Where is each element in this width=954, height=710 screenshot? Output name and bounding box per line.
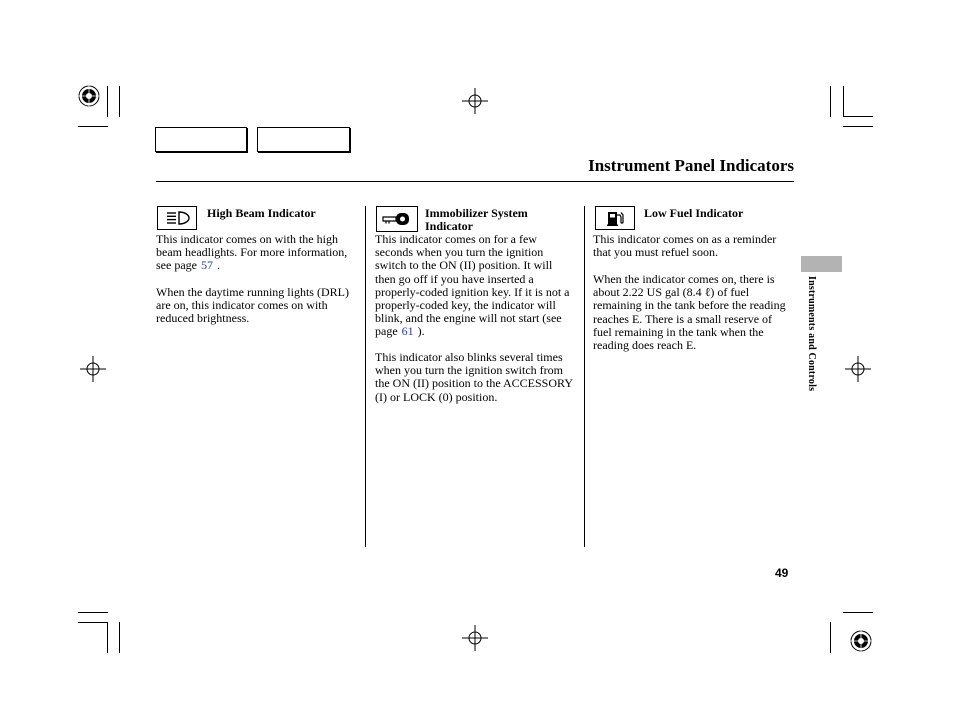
low-fuel-paragraph-1: This indicator comes on as a reminder that you must refuel soon. (593, 232, 777, 260)
nav-box-previous[interactable] (155, 127, 247, 152)
high-beam-icon (157, 206, 197, 230)
section-tab (801, 256, 842, 272)
page-number: 49 (775, 566, 789, 580)
title-rule (156, 181, 794, 182)
column-divider (584, 206, 585, 547)
immobilizer-heading: Immobilizer System Indicator (425, 206, 528, 233)
page-title: Instrument Panel Indicators (588, 156, 794, 175)
immobilizer-paragraph-2: This indicator also blinks several times when you turn the ignition switch from the ON (II) position to the ACCESSORY (I) or LOCK (0) position. (375, 350, 573, 404)
page-link-61[interactable]: 61 (401, 324, 414, 339)
section-label: Instruments and Controls (806, 276, 817, 392)
high-beam-paragraph-2: When the daytime running lights (DRL) are on, this indicator comes on with reduced brightness. (156, 285, 349, 326)
fuel-pump-icon (595, 206, 635, 230)
crosshair-icon (462, 88, 488, 114)
registration-target-icon (78, 85, 100, 107)
crosshair-icon (845, 356, 871, 382)
registration-target-icon (850, 630, 872, 652)
crosshair-icon (462, 625, 488, 651)
page-link-57[interactable]: 57 (200, 258, 213, 273)
nav-box-next[interactable] (257, 127, 350, 152)
low-fuel-paragraph-2: When the indicator comes on, there is about 2.22 US gal (8.4 ℓ) of fuel remaining in the tank before the reading reaches E. There is a small reserve of fuel remaining in the tank when the reading does reach E. (593, 272, 786, 353)
high-beam-paragraph-1: This indicator comes on with the high beam headlights. For more information, see page 57 . (156, 232, 348, 273)
immobilizer-paragraph-1: This indicator comes on for a few seconds when you turn the ignition switch to the ON (II) position. It will then go off if you have inserted a properly-coded ignition key. If it is not a properly-coded key, the indicator will blink, and the engine will not start (see page 61 ). (375, 232, 570, 339)
column-divider (365, 206, 366, 547)
low-fuel-heading: Low Fuel Indicator (644, 206, 744, 220)
high-beam-heading: High Beam Indicator (207, 206, 316, 220)
immobilizer-key-icon (376, 206, 418, 232)
crosshair-icon (80, 356, 106, 382)
